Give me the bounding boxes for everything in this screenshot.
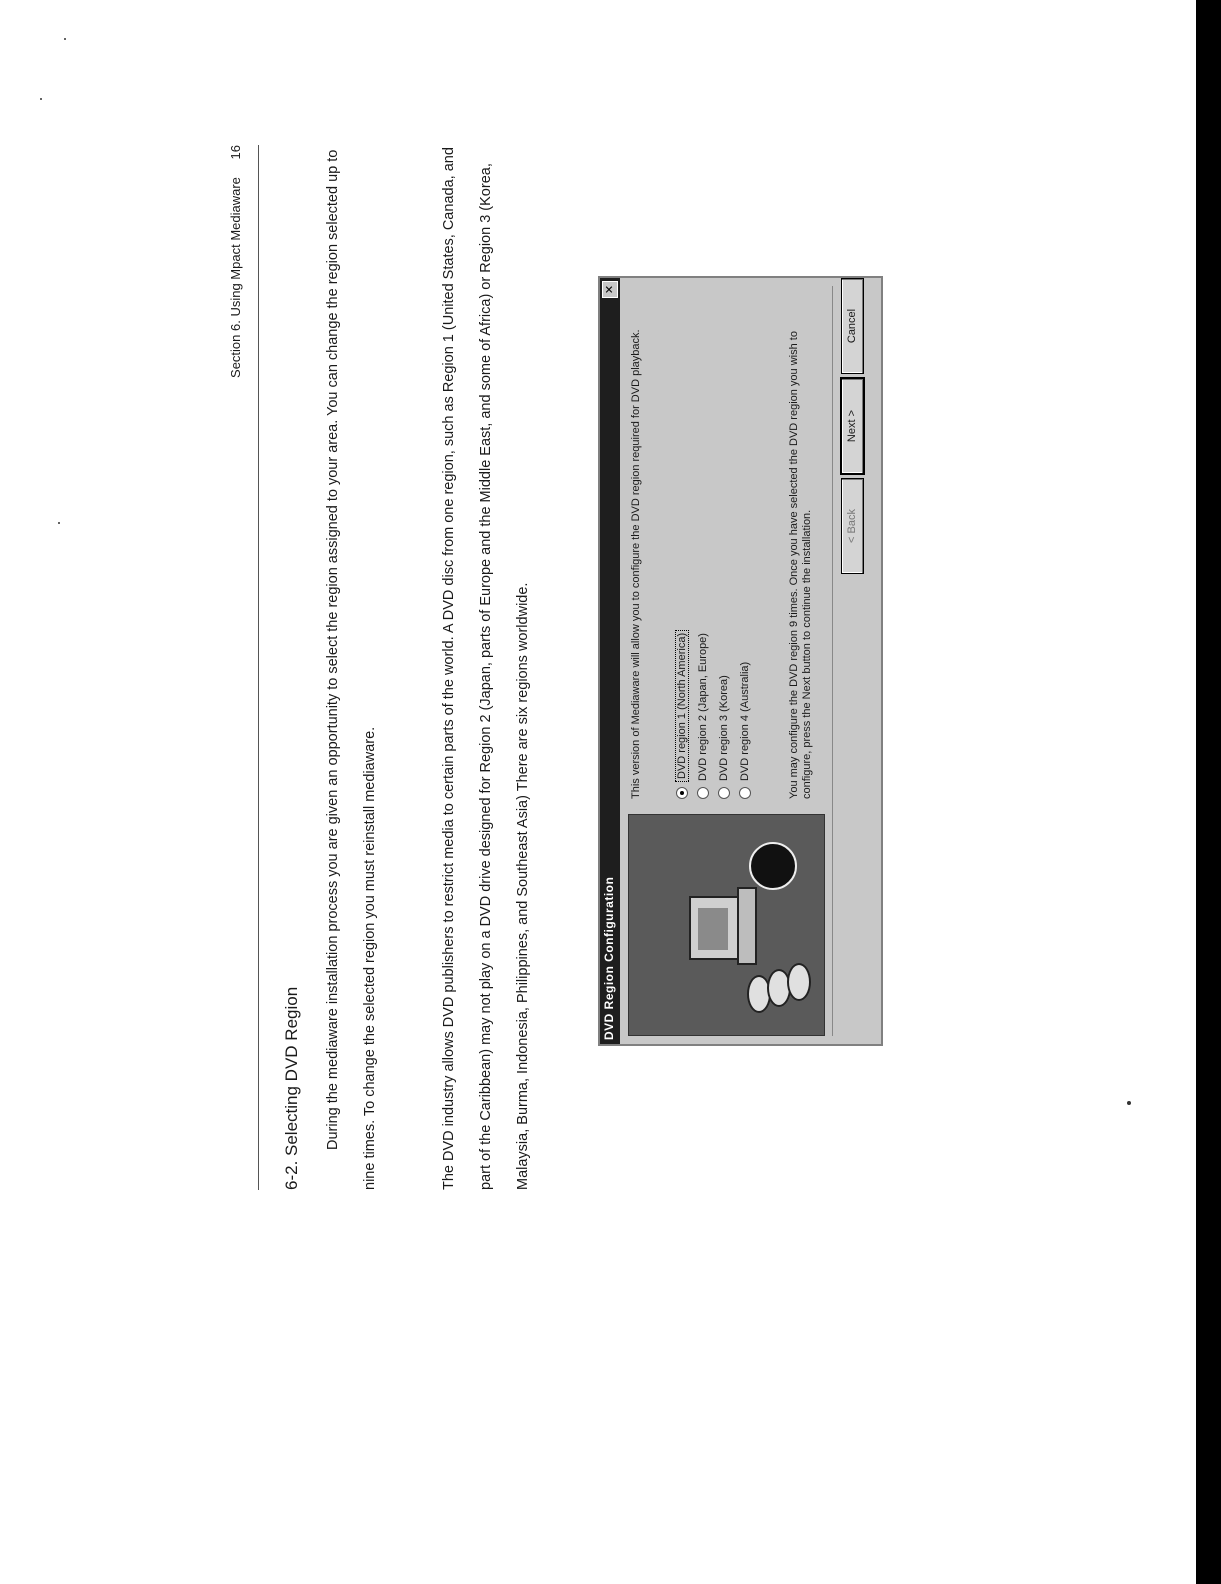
running-head-title: Section 6. Using Mpact Mediaware	[228, 177, 243, 378]
paragraph-1-text: During the mediaware installation process you are given an opportunity to select the region assigned to your area. You can change the region selected up to nine times. To change the selected region you must reinstall mediaware.	[325, 149, 378, 1190]
scan-speck	[40, 98, 42, 100]
monitor-screen	[698, 908, 728, 950]
region-option-2[interactable]	[693, 631, 714, 799]
radio-button[interactable]	[739, 787, 751, 799]
region-option-label: DVD region 4 (Australia)	[739, 661, 751, 781]
region-option-4[interactable]	[735, 631, 756, 799]
dialog-intro-text: This version of Mediaware will allow you to configure the DVD region required for DVD playback.	[630, 329, 642, 799]
scan-edge-bar	[1196, 0, 1221, 1584]
paragraph-2	[431, 145, 542, 1190]
section-heading: 6-2. Selecting DVD Region	[282, 986, 301, 1190]
scan-speck	[58, 522, 60, 524]
region-option-label: DVD region 3 (Korea)	[718, 675, 730, 781]
disc-icon	[787, 963, 811, 1001]
radio-button[interactable]	[676, 787, 688, 799]
scan-speck	[64, 38, 66, 40]
region-option-label: DVD region 1 (North America)	[676, 632, 688, 779]
computer-base-icon	[737, 887, 757, 965]
region-option-1[interactable]	[672, 631, 693, 799]
radio-button[interactable]	[718, 787, 730, 799]
paragraph-2-text: The DVD industry allows DVD publishers to restrict media to certain parts of the world. A DVD disc from one region, such as Region 1 (United States, Canada, and part of the Caribbean) may not play on a DVD drive designed for Region 2 (Japan, parts of Europe and the Middle East, and some of Africa) or Region 3 (Korea, Malaysia, Burma, Indonesia, Philippines, and Southeast Asia) There are six regions worldwide.	[441, 147, 531, 1190]
header-rule	[258, 145, 259, 1190]
paragraph-1	[315, 145, 389, 1190]
page-number: 16	[228, 145, 243, 160]
dialog-titlebar	[600, 278, 620, 1044]
setup-illustration	[628, 814, 825, 1036]
cancel-button[interactable]: Cancel	[841, 278, 864, 374]
rotated-page	[220, 145, 950, 1190]
dialog-note-text: You may configure the DVD region 9 times. Once you have selected the DVD region you wish to configure, press the Next button to continue the installation.	[788, 331, 813, 799]
running-head	[228, 145, 250, 1190]
radio-button[interactable]	[697, 787, 709, 799]
close-icon[interactable]: ✕	[602, 281, 618, 298]
dialog-title: DVD Region Configuration	[602, 876, 616, 1040]
dialog-divider	[832, 286, 833, 1036]
next-button[interactable]: Next >	[841, 378, 864, 474]
scan-speck	[1127, 1101, 1131, 1105]
back-button[interactable]: < Back	[841, 478, 864, 574]
dvd-region-dialog	[598, 276, 883, 1046]
globe-icon	[749, 842, 797, 890]
computer-monitor-icon	[689, 896, 741, 960]
region-options	[672, 631, 756, 799]
region-option-label: DVD region 2 (Japan, Europe)	[697, 633, 709, 781]
region-option-3[interactable]	[714, 631, 735, 799]
